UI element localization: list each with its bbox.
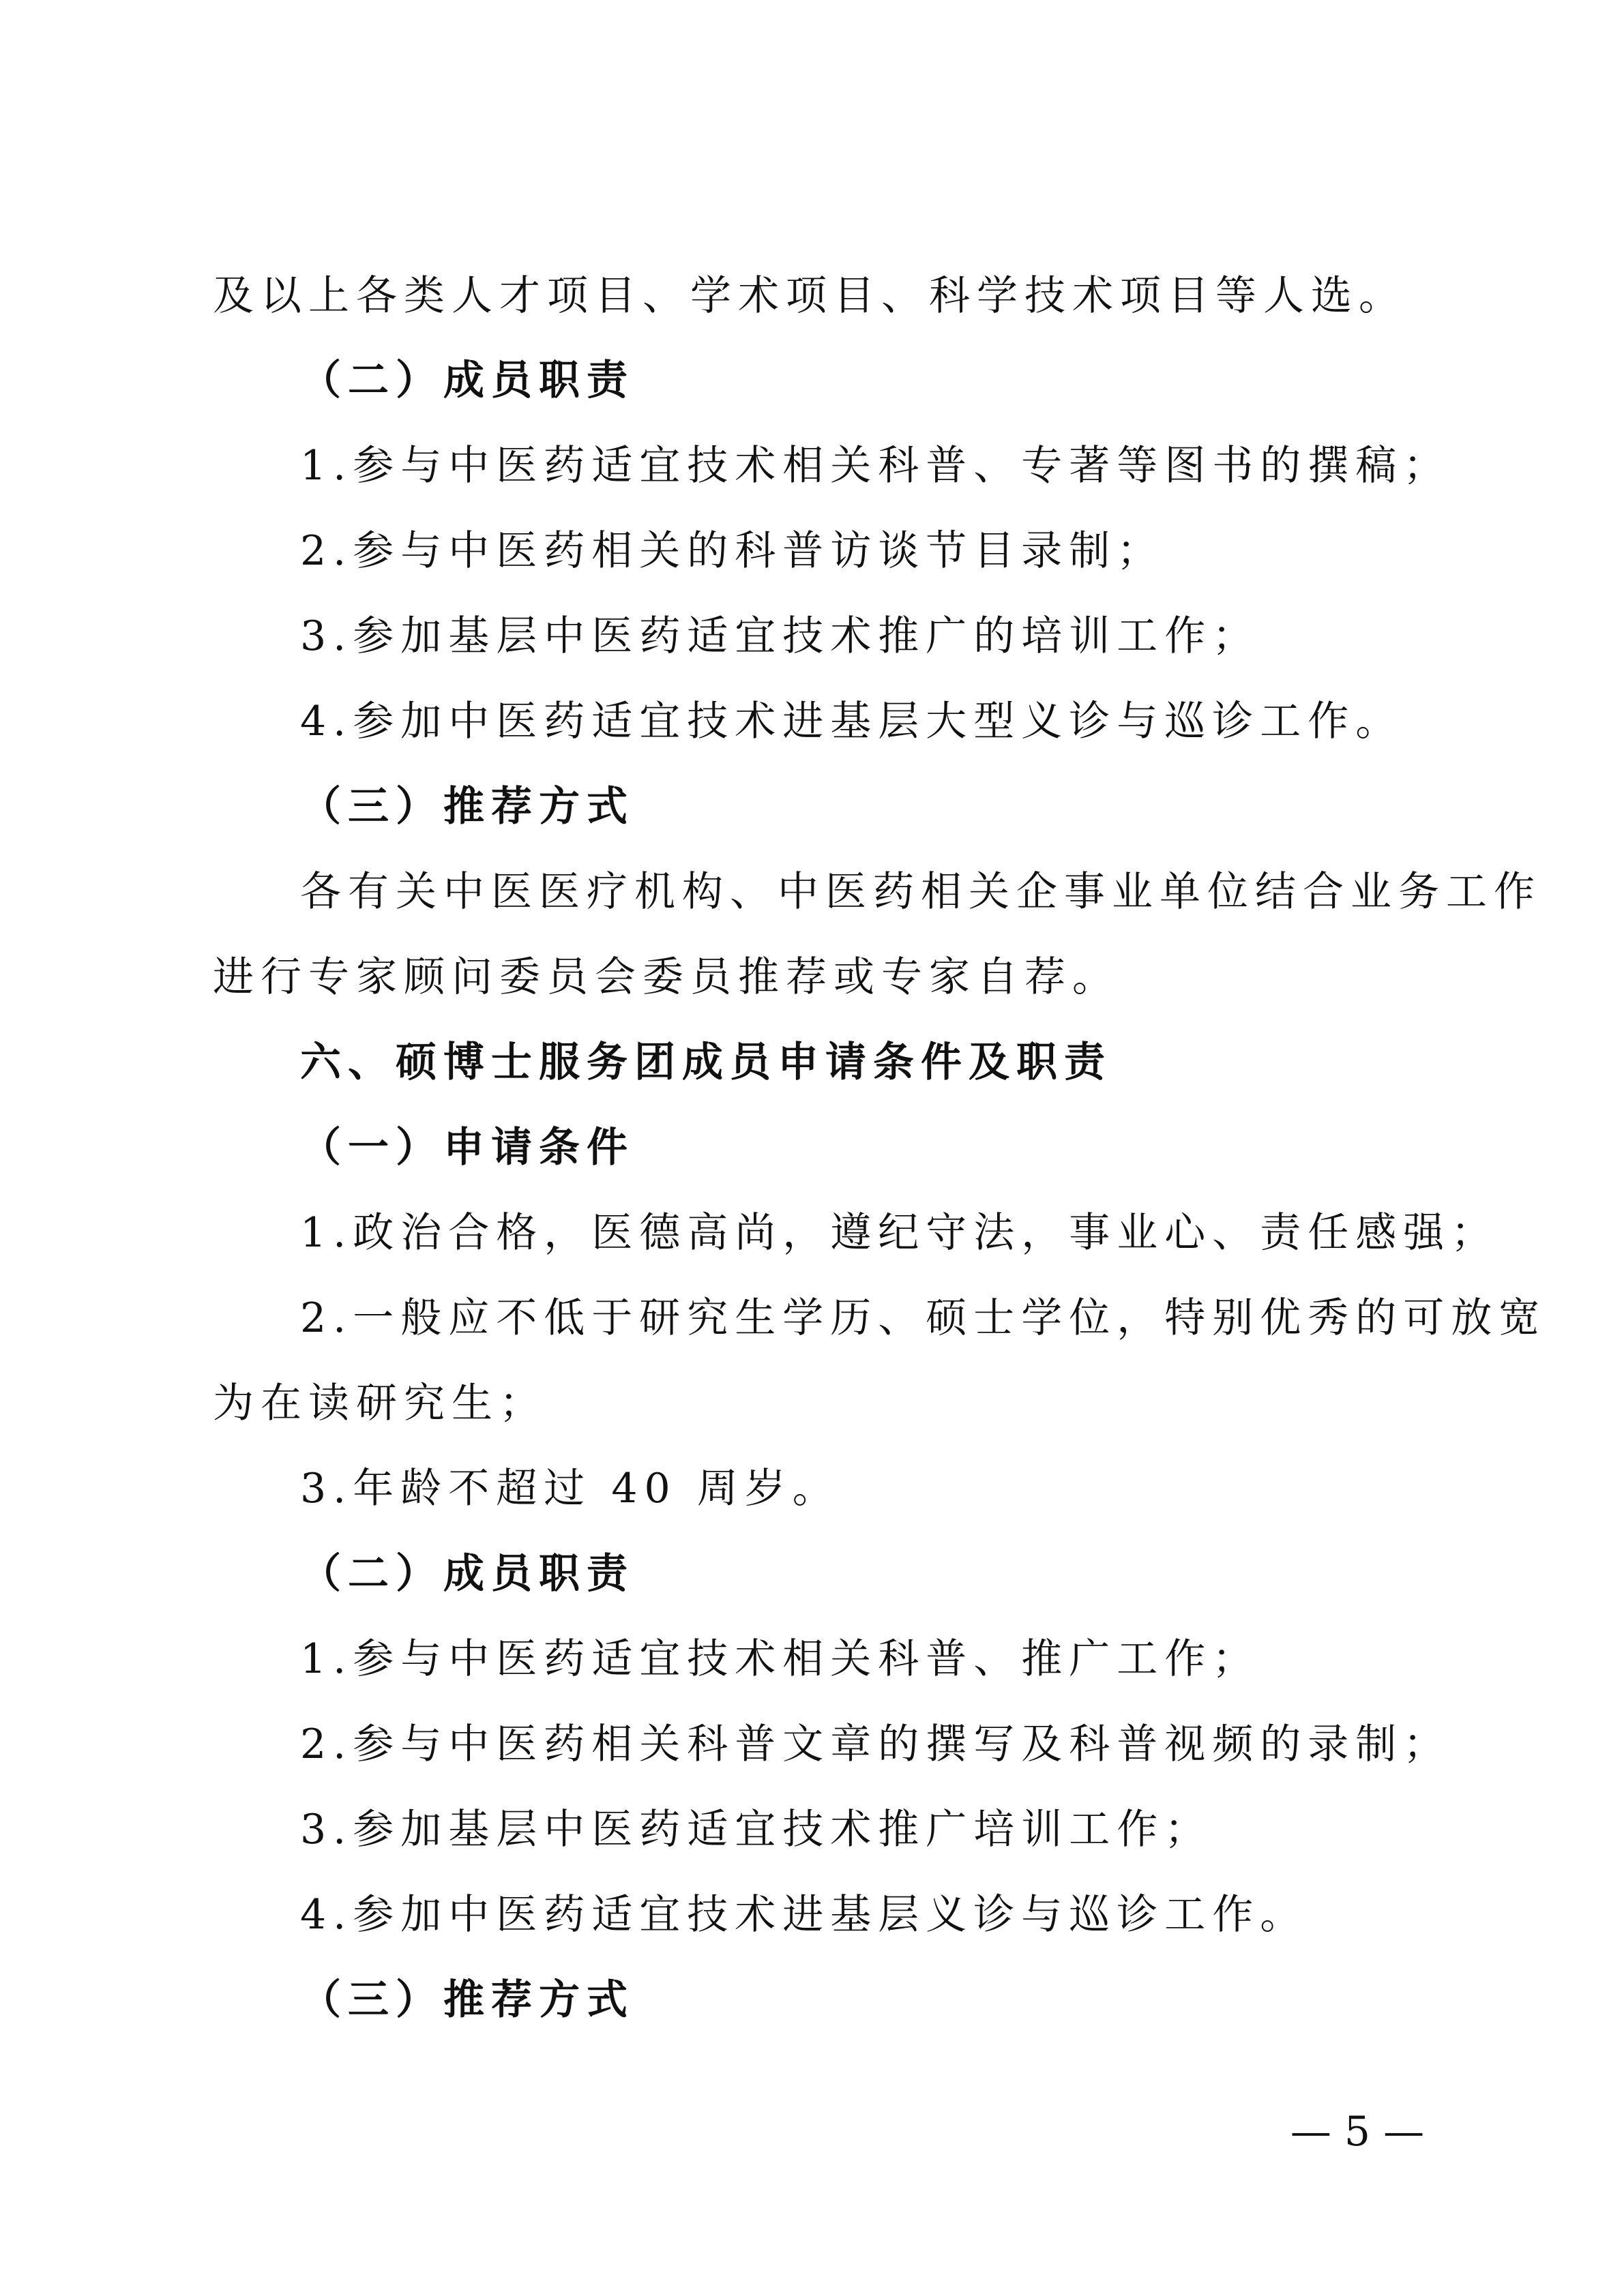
subsection-heading-recommendation: （三）推荐方式	[300, 783, 634, 831]
list-item: 4.参加中医药适宜技术进基层义诊与巡诊工作。	[300, 1891, 1308, 1939]
list-item-continuation: 为在读研究生；	[213, 1380, 547, 1427]
list-item: 3.参加基层中医药适宜技术推广培训工作；	[300, 1806, 1213, 1853]
section-heading-six: 六、硕博士服务团成员申请条件及职责	[300, 1039, 1112, 1086]
subsection-heading-application-conditions: （一）申请条件	[300, 1124, 634, 1172]
list-item: 3.年龄不超过 40 周岁。	[300, 1465, 840, 1512]
list-item: 2.参与中医药相关科普文章的撰写及科普视频的录制；	[300, 1720, 1451, 1768]
list-item: 4.参加中医药适宜技术进基层大型义诊与巡诊工作。	[300, 698, 1404, 745]
list-item: 2.一般应不低于研究生学历、硕士学位，特别优秀的可放宽	[300, 1294, 1547, 1342]
paragraph-line: 进行专家顾问委员会委员推荐或专家自荐。	[213, 953, 1120, 1001]
paragraph-line: 各有关中医医疗机构、中医药相关企事业单位结合业务工作	[300, 868, 1541, 916]
list-item: 3.参加基层中医药适宜技术推广的培训工作；	[300, 612, 1260, 660]
list-item: 1.参与中医药适宜技术相关科普、推广工作；	[300, 1635, 1260, 1683]
page-number: — 5 —	[1290, 2108, 1425, 2156]
subsection-heading-member-duties: （二）成员职责	[300, 1550, 634, 1598]
list-item: 2.参与中医药相关的科普访谈节目录制；	[300, 527, 1165, 575]
paragraph-line: 及以上各类人才项目、学术项目、科学技术项目等人选。	[213, 272, 1406, 320]
subsection-heading-recommendation: （三）推荐方式	[300, 1976, 634, 2024]
list-item: 1.政治合格，医德高尚，遵纪守法，事业心、责任感强；	[300, 1209, 1499, 1257]
subsection-heading-member-duties: （二）成员职责	[300, 357, 634, 404]
list-item: 1.参与中医药适宜技术相关科普、专著等图书的撰稿；	[300, 442, 1451, 490]
